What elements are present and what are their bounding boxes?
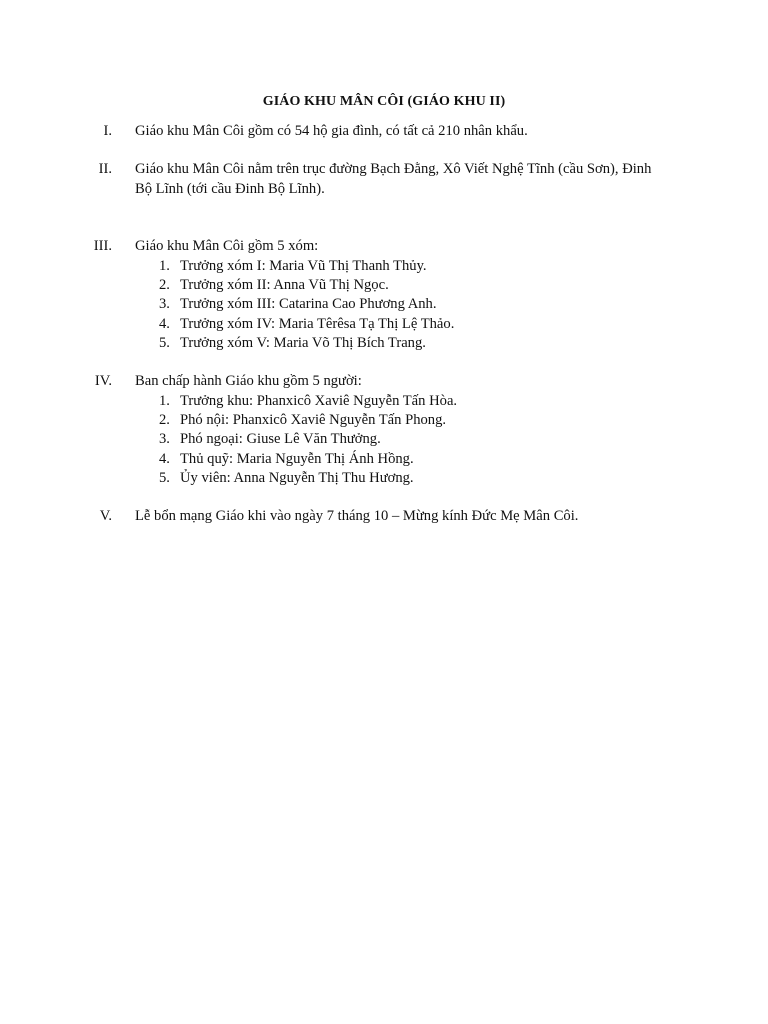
section-text: Giáo khu Mân Côi gồm 5 xóm: [135,238,319,254]
list-item: 1. Trưởng khu: Phanxicô Xaviê Nguyễn Tấn Hòa. [159,392,458,409]
list-item: 5. Trưởng xóm V: Maria Võ Thị Bích Trang. [159,335,426,352]
section-numeral: V. [99,508,112,524]
section-text: Lễ bổn mạng Giáo khi vào ngày 7 tháng 10 – Mừng kính Đức Mẹ Mân Côi. [135,508,579,524]
section-numeral: IV. [94,373,112,389]
section-text-line-1: Giáo khu Mân Côi nằm trên trục đường Bạch Đằng, Xô Viết Nghệ Tĩnh (cầu Sơn), Đinh [135,161,652,177]
document-title: GIÁO KHU MÂN CÔI (GIÁO KHU II) [262,94,506,109]
hamlet-leaders-list [150,257,454,354]
section-text-line-2: Bộ Lĩnh (tới cầu Đinh Bộ Lĩnh). [135,180,325,197]
section-text: Ban chấp hành Giáo khu gồm 5 người: [135,373,362,389]
section-text: Giáo khu Mân Côi gồm có 54 hộ gia đình, có tất cả 210 nhân khẩu. [135,123,528,139]
committee-members-list [150,392,457,489]
list-item: 5. Ủy viên: Anna Nguyễn Thị Thu Hương. [159,470,414,487]
list-item: 2. Trưởng xóm II: Anna Vũ Thị Ngọc. [159,276,389,293]
list-item: 3. Trưởng xóm III: Catarina Cao Phương Anh. [159,296,437,313]
list-item: 2. Phó nội: Phanxicô Xaviê Nguyễn Tấn Phong. [159,411,447,428]
list-item: 1. Trưởng xóm I: Maria Vũ Thị Thanh Thủy. [159,257,427,274]
section-numeral: I. [103,123,112,139]
section-numeral: III. [93,238,112,254]
list-item: 4. Thủ quỹ: Maria Nguyễn Thị Ánh Hồng. [159,450,414,467]
section-numeral: II. [98,161,112,177]
list-item: 4. Trưởng xóm IV: Maria Têrêsa Tạ Thị Lệ Thảo. [159,315,455,332]
list-item: 3. Phó ngoại: Giuse Lê Văn Thưởng. [159,431,381,448]
